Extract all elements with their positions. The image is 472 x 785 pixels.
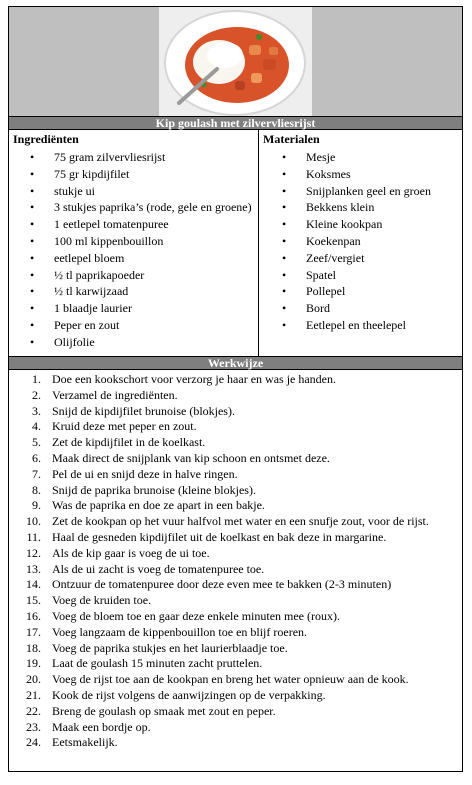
- material-item: • Koksmes: [282, 166, 431, 183]
- step-item: [9, 483, 462, 499]
- ingredient-item: • Olijfolie: [30, 334, 252, 351]
- step-number: 23.: [26, 719, 41, 734]
- step-number: 4.: [32, 419, 41, 434]
- step-item: [9, 577, 462, 593]
- step-item: [9, 546, 462, 562]
- step-item: [9, 451, 462, 467]
- ingredient-item: • ½ tl paprikapoeder: [30, 267, 252, 284]
- step-item: [9, 609, 462, 625]
- step-text: Als de kip gaar is voeg de ui toe.: [52, 545, 210, 560]
- ingredient-item: • 1 eetlepel tomatenpuree: [30, 216, 252, 233]
- step-number: 8.: [32, 482, 41, 497]
- step-item: [9, 625, 462, 641]
- material-item: • Snijplanken geel en groen: [282, 183, 431, 200]
- step-text: Snijd de paprika brunoise (kleine blokjes).: [52, 482, 256, 497]
- material-item: • Zeef/vergiet: [282, 250, 431, 267]
- ingredients-list: [30, 149, 252, 351]
- ingredient-item: • 75 gram zilvervliesrijst: [30, 149, 252, 166]
- material-item: • Koekenpan: [282, 233, 431, 250]
- step-text: Voeg de bloem toe en gaar deze enkele minuten mee (roux).: [52, 608, 340, 623]
- step-number: 20.: [26, 672, 41, 687]
- step-number: 9.: [32, 498, 41, 513]
- step-text: Voeg de kruiden toe.: [52, 593, 152, 608]
- materials-column: [259, 130, 462, 356]
- step-item: [9, 720, 462, 736]
- step-text: Als de ui zacht is voeg de tomatenpuree toe.: [52, 561, 265, 576]
- ingredient-item: • eetlepel bloem: [30, 250, 252, 267]
- step-item: [9, 688, 462, 704]
- step-text: Doe een kookschort voor verzorg je haar en was je handen.: [52, 372, 337, 386]
- step-item: [9, 593, 462, 609]
- step-item: [9, 498, 462, 514]
- step-text: Voeg langzaam de kippenbouillon toe en blijf roeren.: [52, 624, 308, 639]
- step-item: [9, 388, 462, 404]
- ingredient-item: • Peper en zout: [30, 317, 252, 334]
- step-number: 11.: [26, 529, 41, 544]
- step-number: 5.: [32, 435, 41, 450]
- goulash-plate-image: [159, 7, 312, 116]
- step-number: 15.: [26, 593, 41, 608]
- step-text: Voeg de paprika stukjes en het laurierblaadje toe.: [52, 640, 288, 655]
- step-number: 24.: [26, 735, 41, 750]
- step-number: 17.: [26, 624, 41, 639]
- ingredient-item: • stukje ui: [30, 183, 252, 200]
- material-item: • Bord: [282, 300, 431, 317]
- step-item: [9, 562, 462, 578]
- recipe-sheet: [8, 6, 463, 772]
- step-item: [9, 514, 462, 530]
- ingredient-item: • 3 stukjes paprika’s (rode, gele en groene): [30, 199, 252, 216]
- step-item: [9, 419, 462, 435]
- material-item: • Pollepel: [282, 283, 431, 300]
- step-item: [9, 672, 462, 688]
- step-text: Breng de goulash op smaak met zout en peper.: [52, 703, 276, 718]
- step-text: Ontzuur de tomatenpuree door deze even mee te bakken (2-3 minuten): [52, 577, 392, 592]
- step-text: Kook de rijst volgens de aanwijzingen op de verpakking.: [52, 687, 326, 702]
- photo-band: [9, 7, 462, 116]
- method-heading: Werkwijze: [9, 356, 462, 370]
- step-number: 12.: [26, 545, 41, 560]
- step-number: 16.: [26, 608, 41, 623]
- step-item: [9, 704, 462, 720]
- step-number: 22.: [26, 703, 41, 718]
- ingredients-materials-table: [9, 130, 462, 356]
- step-item: [9, 641, 462, 657]
- step-text: Voeg de rijst toe aan de kookpan en breng het water opnieuw aan de kook.: [52, 672, 409, 687]
- step-text: Haal de gesneden kipdijfilet uit de koelkast en bak deze in margarine.: [52, 529, 387, 544]
- material-item: • Eetlepel en theelepel: [282, 317, 431, 334]
- step-text: Maak een bordje op.: [52, 719, 151, 734]
- step-text: Kruid deze met peper en zout.: [52, 419, 197, 434]
- material-item: • Bekkens klein: [282, 199, 431, 216]
- step-item: [9, 467, 462, 483]
- step-number: 7.: [32, 466, 41, 481]
- step-text: Pel de ui en snijd deze in halve ringen.: [52, 466, 238, 481]
- ingredients-column: [9, 130, 259, 356]
- step-item: [9, 372, 462, 388]
- step-number: 21.: [26, 687, 41, 702]
- step-number: 19.: [26, 656, 41, 671]
- materials-heading: Materialen: [263, 132, 320, 146]
- material-item: • Kleine kookpan: [282, 216, 431, 233]
- material-item: • Mesje: [282, 149, 431, 166]
- ingredient-item: • ½ tl karwijzaad: [30, 283, 252, 300]
- step-item: [9, 435, 462, 451]
- recipe-title: Kip goulash met zilvervliesrijst: [9, 116, 462, 130]
- step-text: Zet de kookpan op het vuur halfvol met water en een snufje zout, voor de rijst.: [52, 514, 429, 529]
- ingredients-heading: Ingrediënten: [13, 132, 79, 146]
- dish-photo: [159, 7, 312, 116]
- step-number: 14.: [26, 577, 41, 592]
- step-text: Eetsmakelijk.: [52, 735, 118, 750]
- step-number: 18.: [26, 640, 41, 655]
- step-item: [9, 656, 462, 672]
- step-text: Verzamel de ingrediënten.: [52, 387, 178, 402]
- step-number: 1.: [32, 372, 41, 386]
- step-text: Laat de goulash 15 minuten zacht pruttelen.: [52, 656, 263, 671]
- ingredient-item: • 75 gr kipdijfilet: [30, 166, 252, 183]
- step-item: [9, 530, 462, 546]
- step-number: 2.: [32, 387, 41, 402]
- method-steps: [9, 372, 462, 751]
- step-number: 10.: [26, 514, 41, 529]
- step-item: [9, 735, 462, 751]
- ingredient-item: • 1 blaadje laurier: [30, 300, 252, 317]
- step-text: Zet de kipdijfilet in de koelkast.: [52, 435, 206, 450]
- materials-list: [282, 149, 431, 334]
- step-text: Maak direct de snijplank van kip schoon en ontsmet deze.: [52, 450, 330, 465]
- step-number: 13.: [26, 561, 41, 576]
- step-text: Was de paprika en doe ze apart in een bakje.: [52, 498, 265, 513]
- step-item: [9, 404, 462, 420]
- step-number: 3.: [32, 403, 41, 418]
- material-item: • Spatel: [282, 267, 431, 284]
- step-text: Snijd de kipdijfilet brunoise (blokjes).: [52, 403, 235, 418]
- step-number: 6.: [32, 450, 41, 465]
- ingredient-item: • 100 ml kippenbouillon: [30, 233, 252, 250]
